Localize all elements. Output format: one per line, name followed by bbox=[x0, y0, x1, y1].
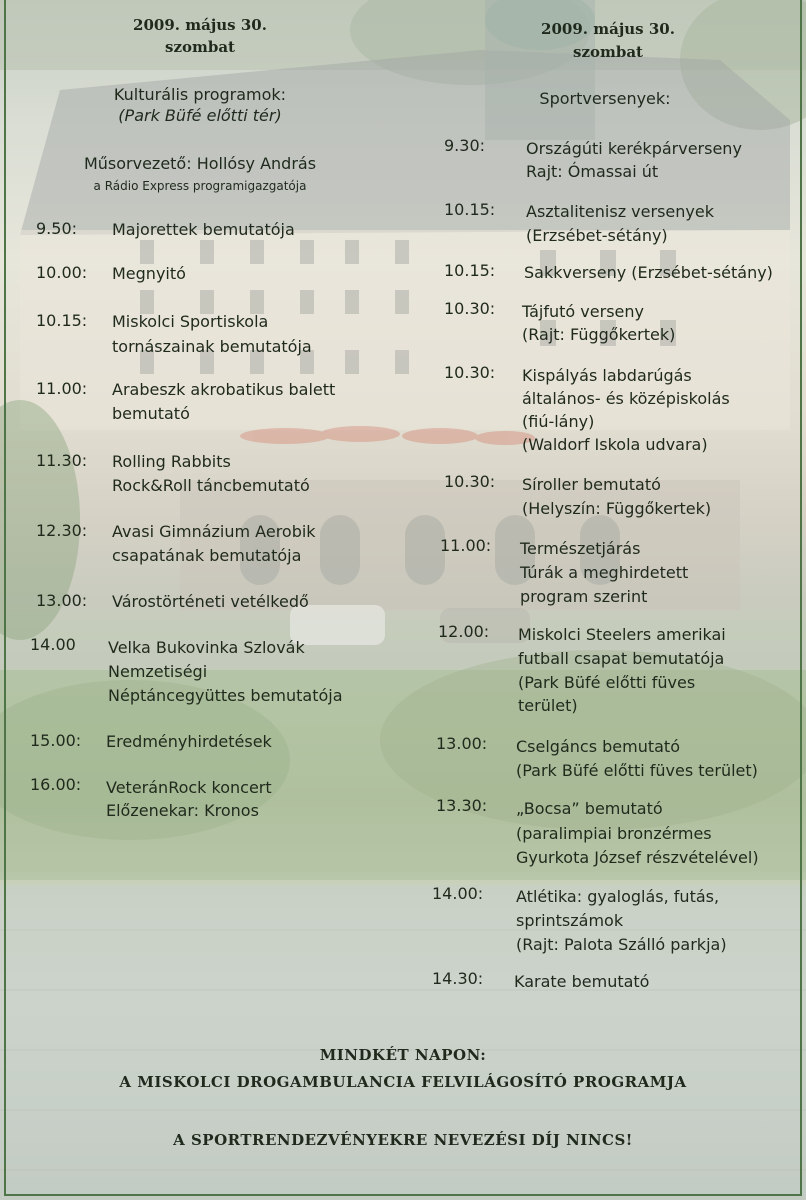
left-event-9: Eredményhirdetések bbox=[106, 732, 272, 751]
left-event-8c: Néptáncegyüttes bemutatója bbox=[108, 686, 343, 705]
right-time-4: 10.30: bbox=[444, 299, 496, 318]
left-time-7: 13.00: bbox=[36, 591, 88, 610]
right-event-7b: Túrák a meghirdetett bbox=[520, 563, 689, 582]
right-event-11c: (Rajt: Palota Szálló parkja) bbox=[516, 935, 727, 954]
right-event-4a: Tájfutó verseny bbox=[522, 302, 644, 321]
host-name: Műsorvezető: Hollósy András bbox=[83, 154, 317, 173]
right-date: 2009. május 30. bbox=[541, 20, 675, 38]
right-event-4b: (Rajt: Függőkertek) bbox=[522, 325, 676, 344]
right-event-3: Sakkverseny (Erzsébet-sétány) bbox=[524, 263, 773, 282]
left-event-10a: VeteránRock koncert bbox=[106, 778, 272, 797]
right-event-7c: program szerint bbox=[520, 587, 648, 606]
right-time-11: 14.00: bbox=[432, 884, 484, 903]
right-event-11b: sprintszámok bbox=[516, 911, 624, 930]
left-event-3b: tornászainak bemutatója bbox=[112, 337, 312, 356]
right-time-8: 12.00: bbox=[438, 622, 490, 641]
left-day: szombat bbox=[165, 38, 235, 56]
right-event-2a: Asztalitenisz versenyek bbox=[526, 202, 714, 221]
left-time-4: 11.00: bbox=[36, 379, 88, 398]
left-event-6a: Avasi Gimnázium Aerobik bbox=[112, 522, 316, 541]
host-role: a Rádio Express programigazgatója bbox=[93, 179, 307, 193]
right-event-5d: (Waldorf Iskola udvara) bbox=[522, 435, 708, 454]
right-time-5: 10.30: bbox=[444, 363, 496, 382]
left-date: 2009. május 30. bbox=[133, 16, 267, 34]
left-event-8b: Nemzetiségi bbox=[108, 662, 208, 681]
left-event-4a: Arabeszk akrobatikus balett bbox=[112, 380, 336, 399]
right-event-8d: terület) bbox=[518, 696, 578, 715]
right-event-10b: (paralimpiai bronzérmes bbox=[516, 824, 712, 843]
left-time-5: 11.30: bbox=[36, 451, 88, 470]
right-event-8b: futball csapat bemutatója bbox=[518, 649, 725, 668]
right-event-8c: (Park Büfé előtti füves bbox=[518, 673, 696, 692]
left-event-2: Megnyitó bbox=[112, 264, 186, 283]
right-event-5c: (fiú-lány) bbox=[522, 412, 595, 431]
right-event-11a: Atlétika: gyaloglás, futás, bbox=[516, 887, 720, 906]
left-event-5b: Rock&Roll táncbemutató bbox=[112, 476, 310, 495]
left-event-3a: Miskolci Sportiskola bbox=[112, 312, 269, 331]
right-event-12: Karate bemutató bbox=[514, 972, 650, 991]
right-time-1: 9.30: bbox=[444, 136, 486, 155]
left-time-3: 10.15: bbox=[36, 311, 88, 330]
right-time-3: 10.15: bbox=[444, 261, 496, 280]
right-event-5b: általános- és középiskolás bbox=[522, 389, 730, 408]
right-time-10: 13.30: bbox=[436, 796, 488, 815]
left-time-9: 15.00: bbox=[30, 731, 82, 750]
right-day: szombat bbox=[573, 43, 643, 61]
footer-drug-program: A MISKOLCI DROGAMBULANCIA FELVILÁGOSÍTÓ PROGRAMJA bbox=[119, 1073, 687, 1091]
footer-no-fee: A SPORTRENDEZVÉNYEKRE NEVEZÉSI DÍJ NINCS! bbox=[173, 1131, 633, 1149]
right-event-6a: Síroller bemutató bbox=[522, 475, 661, 494]
left-event-6b: csapatának bemutatója bbox=[112, 546, 302, 565]
right-event-5a: Kispályás labdarúgás bbox=[522, 366, 692, 385]
right-heading: Sportversenyek: bbox=[539, 89, 671, 108]
left-event-8a: Velka Bukovinka Szlovák bbox=[108, 638, 305, 657]
left-event-10b: Előzenekar: Kronos bbox=[106, 801, 259, 820]
left-location: (Park Büfé előtti tér) bbox=[118, 106, 282, 125]
left-time-8: 14.00 bbox=[30, 635, 76, 654]
right-event-9b: (Park Büfé előtti füves terület) bbox=[516, 761, 758, 780]
left-time-1: 9.50: bbox=[36, 219, 78, 238]
right-event-6b: (Helyszín: Függőkertek) bbox=[522, 499, 712, 518]
right-event-1a: Országúti kerékpárverseny bbox=[526, 139, 742, 158]
footer-both-days: MINDKÉT NAPON: bbox=[319, 1046, 487, 1064]
right-time-12: 14.30: bbox=[432, 969, 484, 988]
right-event-1b: Rajt: Ómassai út bbox=[526, 162, 659, 181]
left-time-10: 16.00: bbox=[30, 775, 82, 794]
right-time-7: 11.00: bbox=[440, 536, 492, 555]
left-event-7: Várostörténeti vetélkedő bbox=[112, 592, 309, 611]
left-event-5a: Rolling Rabbits bbox=[112, 452, 231, 471]
left-time-6: 12.30: bbox=[36, 521, 88, 540]
right-event-10c: Gyurkota József részvételével) bbox=[516, 848, 759, 867]
left-time-2: 10.00: bbox=[36, 263, 88, 282]
right-event-10a: „Bocsa” bemutató bbox=[516, 799, 663, 818]
left-heading: Kulturális programok: bbox=[113, 85, 287, 104]
left-event-4b: bemutató bbox=[112, 404, 190, 423]
right-event-9a: Cselgáncs bemutató bbox=[516, 737, 680, 756]
left-event-1: Majorettek bemutatója bbox=[112, 220, 295, 239]
right-event-2b: (Erzsébet-sétány) bbox=[526, 226, 668, 245]
right-event-8a: Miskolci Steelers amerikai bbox=[518, 625, 726, 644]
right-event-7a: Természetjárás bbox=[520, 539, 641, 558]
right-time-9: 13.00: bbox=[436, 734, 488, 753]
right-time-2: 10.15: bbox=[444, 200, 496, 219]
right-time-6: 10.30: bbox=[444, 472, 496, 491]
